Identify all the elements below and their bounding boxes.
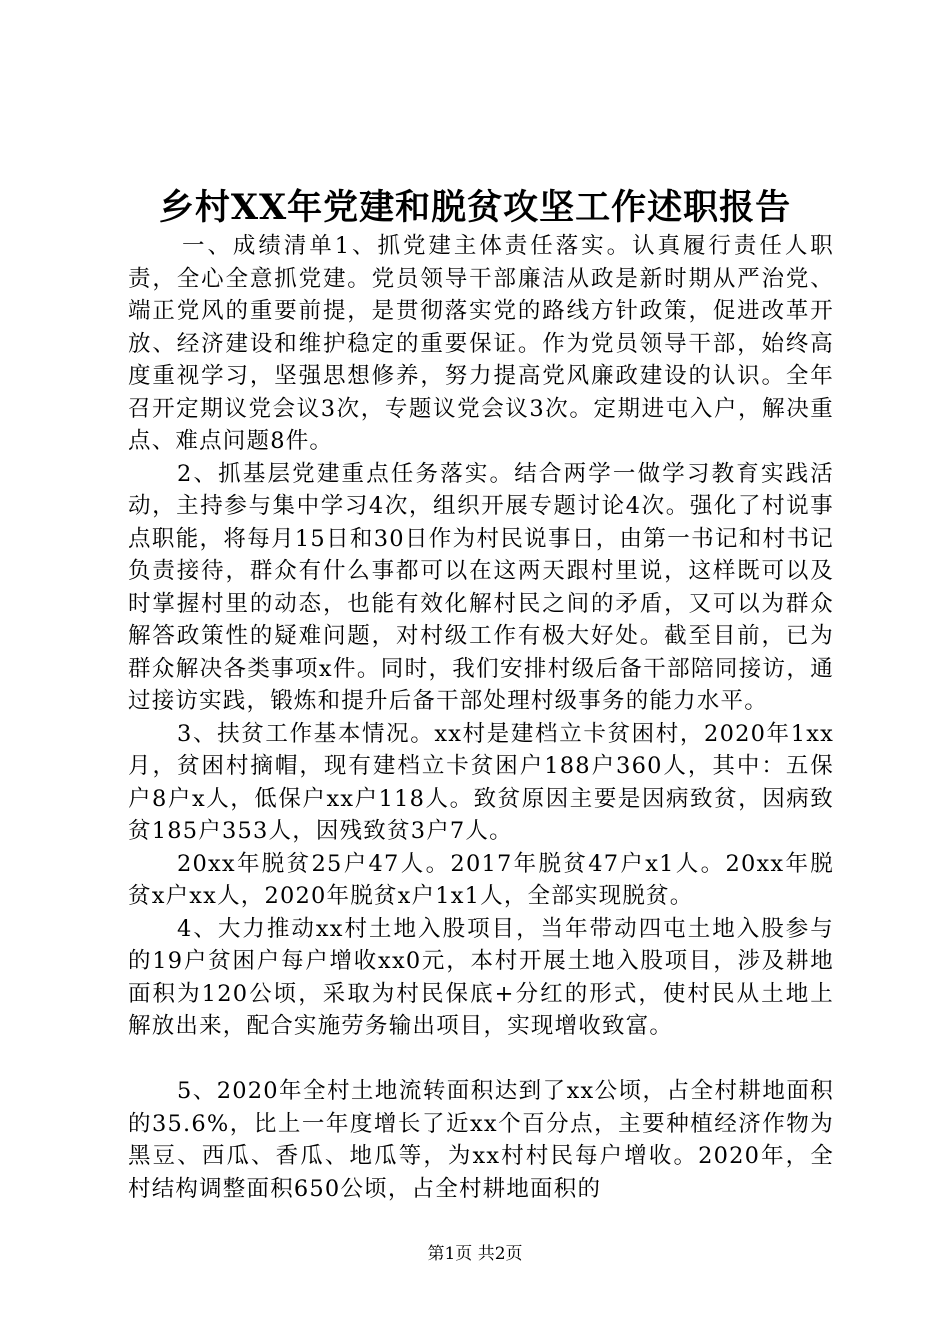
paragraph-poverty-status: 3、扶贫工作基本情况。xx村是建档立卡贫困村，2020年1xx月，贫困村摘帽，现有建档立卡贫困户188户360人，其中：五保户8户x人，低保户xx户118人。致贫原因主要是因病致贫，因病致贫185户353人，因残致贫3户7人。 (128, 720, 834, 844)
page-footer (0, 1242, 950, 1266)
page-number: 第1页 (427, 1244, 473, 1264)
page-total: 共2页 (477, 1244, 523, 1264)
paragraph-land-transfer: 5、2020年全村土地流转面积达到了xx公顷，占全村耕地面积的35.6%，比上一年度增长了近xx个百分点，主要种植经济作物为黑豆、西瓜、香瓜、地瓜等，为xx村村民每户增收。2020年，全村结构调整面积650公顷，占全村耕地面积的 (128, 1078, 834, 1202)
paragraph-poverty-exit: 20xx年脱贫25户47人。2017年脱贫47户x1人。20xx年脱贫x户xx人，2020年脱贫x户1x1人，全部实现脱贫。 (128, 850, 834, 909)
paragraph-grassroots-party-building: 2、抓基层党建重点任务落实。结合两学一做学习教育实践活动，主持参与集中学习4次，组织开展专题讨论4次。强化了村说事点职能，将每月15日和30日作为村民说事日，由第一书记和村书记负责接待，群众有什么事都可以在这两天跟村里说，这样既可以及时掌握村里的动态，也能有效化解村民之间的矛盾，又可以为群众解答政策性的疑难问题，对村级工作有极大好处。截至目前，已为群众解决各类事项x件。同时，我们安排村级后备干部陪同接访，通过接访实践，锻炼和提升后备干部处理村级事务的能力水平。 (128, 460, 834, 714)
document-body (128, 230, 834, 1205)
paragraph-achievements: 一、成绩清单1、抓党建主体责任落实。认真履行责任人职责，全心全意抓党建。党员领导干部廉洁从政是新时期从严治党、端正党风的重要前提，是贯彻落实党的路线方针政策，促进改革开放、经济建设和维护稳定的重要保证。作为党员领导干部，始终高度重视学习，坚强思想修养，努力提高党风廉政建设的认识。全年召开定期议党会议3次，专题议党会议3次。定期进屯入户，解决重点、难点问题8件。 (128, 233, 834, 454)
paragraph-spacer (128, 1043, 834, 1076)
page-title: 乡村XX年党建和脱贫攻坚工作述职报告 (158, 187, 792, 228)
paragraph-land-shares: 4、大力推动xx村土地入股项目，当年带动四屯土地入股参与的19户贫困户每户增收xx0元，本村开展土地入股项目，涉及耕地面积为120公顷，采取为村民保底+分红的形式，使村民从土地上解放出来，配合实施劳务输出项目，实现增收致富。 (128, 915, 834, 1039)
